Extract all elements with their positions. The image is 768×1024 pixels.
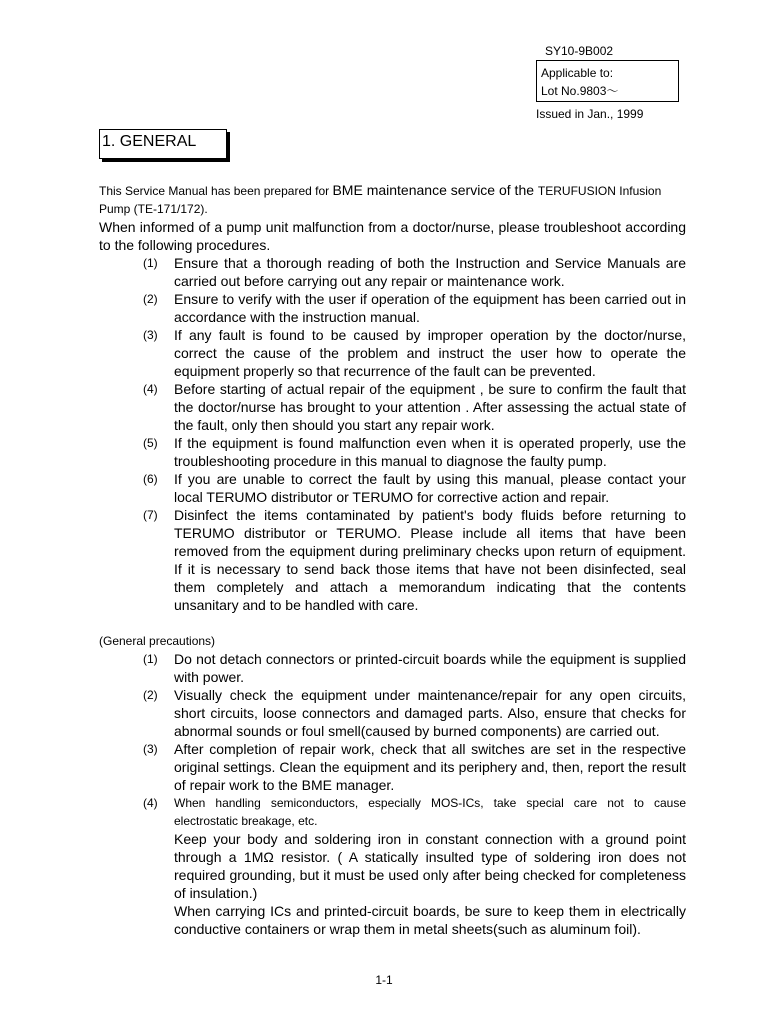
- item-text: If any fault is found to be caused by improper operation by the doctor/nurse, correct the cause of the problem and instruct the user how to operate the equipment properly so that recurrence of the fault can be prevented.: [174, 327, 686, 379]
- item-number: (5): [143, 436, 158, 450]
- item-paragraph: When carrying ICs and printed-circuit boards, be sure to keep them in electrically conductive containers or wrap them in metal sheets(such as aluminum foil).: [174, 903, 686, 937]
- list-item: [99, 686, 686, 740]
- item-number: (3): [143, 742, 158, 756]
- item-number: (1): [143, 652, 158, 666]
- list-item: [99, 380, 686, 434]
- list-item: [99, 506, 686, 614]
- list-item: [99, 794, 686, 938]
- page-number: 1-1: [375, 973, 393, 987]
- list-item: [99, 470, 686, 506]
- item-text: Do not detach connectors or printed-circuit boards while the equipment is supplied with power.: [174, 651, 686, 685]
- lot-number: Lot No.9803～: [541, 84, 619, 98]
- item-number: (3): [143, 328, 158, 342]
- intro-part-1: This Service Manual has been prepared for: [99, 184, 333, 198]
- item-number: (7): [143, 508, 158, 522]
- item-number: (2): [143, 688, 158, 702]
- intro-part-2: BME maintenance service of the: [332, 182, 538, 198]
- intro-part-3: TERUFUSION Infusion Pump (TE-171/172).: [99, 184, 662, 216]
- intro-sentence: [99, 181, 686, 218]
- item-text: After completion of repair work, check that all switches are set in the respective original settings. Clean the equipment and its periphery and, then, report the result of repair work to the BME manager.: [174, 741, 686, 793]
- item-text: Disinfect the items contaminated by patient's body fluids before returning to TERUMO distributor or TERUMO. Please include all items that have been removed from the equipment during preliminary checks upon return of equipment. If it is necessary to send back those items that have not been disinfected, seal them completely and attach a memorandum indicating that the contents unsanitary and to be handled with care.: [174, 507, 686, 613]
- intro-paragraph: When informed of a pump unit malfunction from a doctor/nurse, please troubleshoot according to the following procedures.: [99, 219, 686, 253]
- item-number: (2): [143, 292, 158, 306]
- item-paragraph: Keep your body and soldering iron in constant connection with a ground point through a 1MΩ resistor. ( A statically insulted type of soldering iron does not required grounding, but it must be used only after being checked for completeness of insulation.): [174, 831, 686, 901]
- item-text: Ensure that a thorough reading of both the Instruction and Service Manuals are carried out before carrying out any repair or maintenance work.: [174, 255, 686, 289]
- list-item: [99, 254, 686, 290]
- document-code: SY10-9B002: [545, 44, 614, 58]
- list-item: [99, 326, 686, 380]
- applicability-box: [536, 60, 679, 102]
- item-text: If the equipment is found malfunction even when it is operated properly, use the troubleshooting procedure in this manual to diagnose the faulty pump.: [174, 435, 686, 469]
- item-text: Visually check the equipment under maintenance/repair for any open circuits, short circuits, loose connectors and damaged parts. Also, ensure that checks for abnormal sounds or foul smell(caused by burned components) are carried out.: [174, 687, 686, 739]
- main-content: [99, 181, 686, 938]
- list-item: [99, 740, 686, 794]
- list-item: [99, 290, 686, 326]
- item-text-small: When handling semiconductors, especially MOS-ICs, take special care not to cause electrostatic breakage, etc.: [174, 796, 686, 828]
- item-text: Ensure to verify with the user if operation of the equipment has been carried out in accordance with the instruction manual.: [174, 291, 686, 325]
- item-number: (1): [143, 256, 158, 270]
- item-number: (6): [143, 472, 158, 486]
- applicable-label: Applicable to:: [541, 66, 614, 80]
- precautions-heading: (General precautions): [99, 634, 216, 648]
- section-title: 1. GENERAL: [99, 129, 227, 159]
- procedure-list: [99, 254, 686, 614]
- item-number: (4): [143, 382, 158, 396]
- item-number: (4): [143, 796, 158, 810]
- item-text: If you are unable to correct the fault by using this manual, please contact your local TERUMO distributor or TERUMO for corrective action and repair.: [174, 471, 686, 505]
- issue-date: Issued in Jan., 1999: [536, 107, 644, 121]
- precautions-list: [99, 650, 686, 938]
- list-item: [99, 650, 686, 686]
- item-text: Before starting of actual repair of the equipment , be sure to confirm the fault that the doctor/nurse has brought to your attention . After assessing the actual state of the fault, only then should you start any repair work.: [174, 381, 686, 433]
- list-item: [99, 434, 686, 470]
